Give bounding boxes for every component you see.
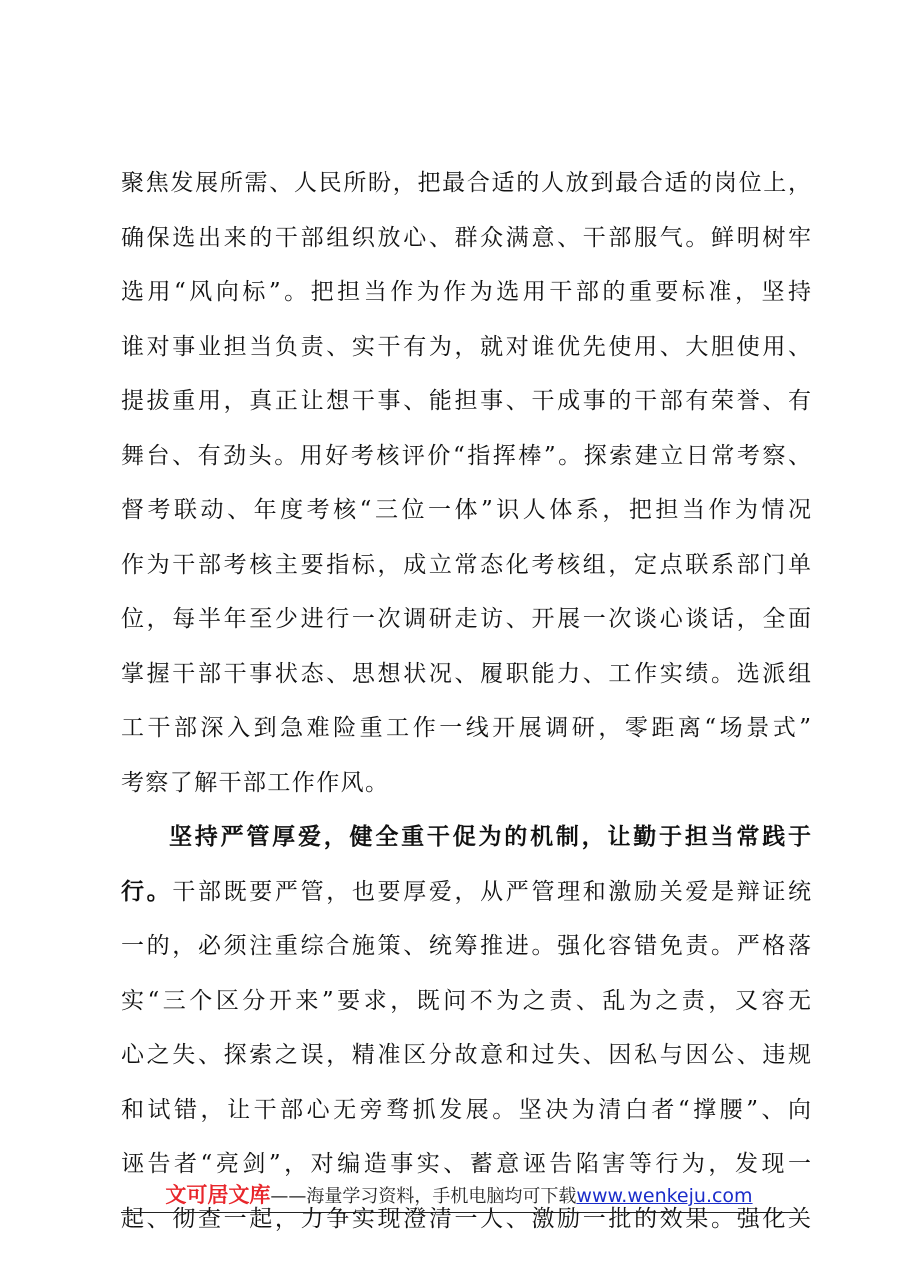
footer-brand: 文可居文库 — [165, 1183, 271, 1207]
paragraph-line: 选用“风向标”。把担当作为作为选用干部的重要标准，坚持 — [121, 279, 811, 305]
footer-dash: —— — [270, 1186, 307, 1207]
document-body — [121, 156, 811, 1246]
paragraph-line: 诬告者“亮剑”，对编造事实、蓄意诬告陷害等行为，发现一 — [121, 1151, 811, 1177]
paragraph-line: 和试错，让干部心无旁骛抓发展。坚决为清白者“撑腰”、向 — [121, 1096, 811, 1123]
paragraph-line-heading-cont — [121, 865, 811, 920]
paragraph-line: 提拔重用，真正让想干事、能担事、干成事的干部有荣誉、有 — [121, 388, 811, 414]
paragraph-line: 起、彻查一起，力争实现澄清一人、激励一批的效果。强化关 — [121, 1205, 811, 1232]
paragraph-text: 干部既要严管，也要厚爱，从严管理和激励关爱是辩证统 — [172, 878, 812, 905]
paragraph-line: 督考联动、年度考核“三位一体”识人体系，把担当作为情况 — [121, 497, 811, 523]
footer-site-link[interactable]: www.wenkeju.com — [576, 1185, 753, 1207]
paragraph-line-last: 考察了解干部工作作风。 — [121, 769, 390, 796]
paragraph-line: 掌握干部干事状态、思想状况、履职能力、工作实绩。选派组 — [121, 660, 811, 687]
paragraph-line: 舞台、有劲头。用好考核评价“指挥棒”。探索建立日常考察、 — [121, 442, 811, 469]
paragraph-line: 一的，必须注重综合施策、统筹推进。强化容错免责。严格落 — [121, 933, 811, 959]
paragraph-line: 工干部深入到急难险重工作一线开展调研，零距离“场景式” — [121, 715, 811, 741]
page-footer — [121, 1178, 797, 1213]
section-heading-end: 行。 — [121, 878, 173, 905]
paragraph-line: 作为干部考核主要指标，成立常态化考核组，定点联系部门单 — [121, 551, 811, 578]
paragraph-line: 聚焦发展所需、人民所盼，把最合适的人放到最合适的岗位上， — [121, 170, 811, 196]
paragraph-line: 谁对事业担当负责、实干有为，就对谁优先使用、大胆使用、 — [121, 333, 811, 360]
paragraph-line: 确保选出来的干部组织放心、群众满意、干部服气。鲜明树牢 — [121, 224, 811, 251]
paragraph-line: 实“三个区分开来”要求，既问不为之责、乱为之责，又容无 — [121, 987, 811, 1014]
footer-tagline: 海量学习资料，手机电脑均可下载 — [306, 1186, 577, 1207]
paragraph-line: 位，每半年至少进行一次调研走访、开展一次谈心谈话，全面 — [121, 606, 811, 632]
paragraph-line: 心之失、探索之误，精准区分故意和过失、因私与因公、违规 — [121, 1042, 811, 1068]
section-heading: 坚持严管厚爱，健全重干促为的机制，让勤于担当常践于 — [169, 824, 811, 850]
